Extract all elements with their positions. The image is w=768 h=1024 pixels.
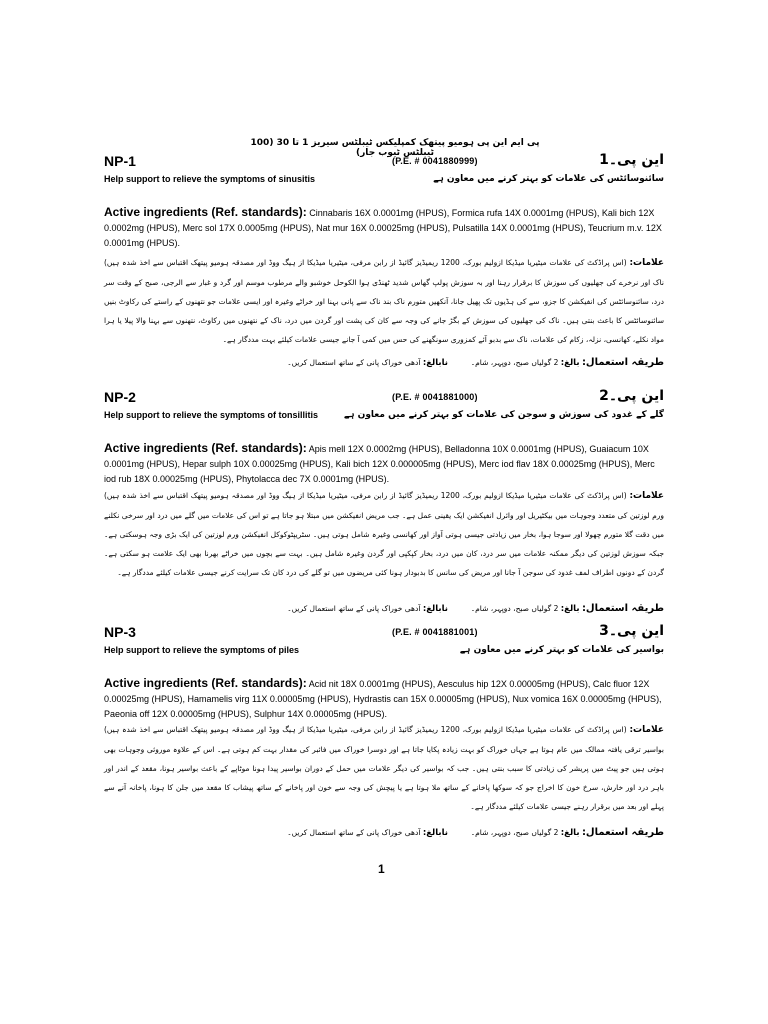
product-code: NP-3 (104, 624, 136, 640)
usage-label: طریقہ استعمال: (581, 603, 664, 614)
symptoms-text: (اس پراڈکٹ کی علامات میٹیریا میڈیکا ازولیم بورک، 1200 ریمیڈیز گائیڈ از رابن مرفی، میٹیریا میڈیکا از ہیگ ووڈ اور مصدقہ ہومیو پیتھک اقتباس سے اخذ شدہ ہیں) بواسیر ترقی یافتہ ممالک میں عام ہوتا ہے جہاں خوراک کو بہت زیادہ پکایا جاتا ہے اور دوسرا خوراک میں فائبر کی مقدار بہت کم ہوتی ہے۔ اس کے علاوہ موروثی وجوہات بھی ہوتی ہیں جو پیٹ میں پریشر کی زیادتی کا سبب بنتی ہیں۔ جب کہ بواسیر کی دیگر علامات میں حمل کے دوران بواسیر پیدا ہونا موٹاپے کے باعث بواسیر ہونا، مقعد کے اندر اور باہر درد اور خارش، سرخ خون کا اخراج جو کہ سوکھا پاخانے کے ساتھ ملا ہوتا ہے یا پیچش کی وجہ سے خون اور پاخانے کے ساتھ پیشاب کا مقعد میں جلن کا ہونا، پاخانہ آنے سے پہلے اور بعد میں برقرار رہنے جیسی علامات کیلئے مددگار ہے۔ (104, 725, 664, 811)
document-header: پی ایم این پی ہومیو پیتھک کمپلیکس ٹیبلٹس سیریز 1 تا 30 (100 ٹیبلٹس ٹیوب جار) (250, 138, 540, 158)
usage-instructions (287, 357, 664, 368)
pe-number: (P.E. # 0041880999) (392, 156, 478, 166)
symptoms-label: علامات: (629, 725, 665, 735)
urdu-support-text: گلے کے غدود کی سوزش و سوجن کی علامات کو بہتر کرنے میں معاون ہے (343, 410, 664, 420)
usage-label: طریقہ استعمال: (581, 357, 664, 368)
ingredients-list: Apis mell 12X 0.0002mg (HPUS), Belladonna 10X 0.0001mg (HPUS), Guaiacum 10X 0.0001mg (HPUS), Hepar sulph 10X 0.00025mg (HPUS), Kali bich 12X 0.000005mg (HPUS), Merc iod flav 18X 0.00025mg (HPUS), Merc iod rub 18X 0.00025mg (HPUS), Phytolacca dec 7X 0.0001mg (HPUS). (104, 444, 655, 484)
urdu-support-text: سائنوسائٹس کی علامات کو بہتر کرنے میں معاون ہے (433, 174, 664, 184)
english-support-text: Help support to relieve the symptoms of tonsillitis (104, 410, 319, 420)
symptoms-text: (اس پراڈکٹ کی علامات میٹیریا میڈیکا ازولیم بورک، 1200 ریمیڈیز گائیڈ از رابن مرفی، میٹیریا میڈیکا از ہیگ ووڈ اور مصدقہ ہومیو پیتھک اقتباس سے اخذ شدہ ہیں) ورم لوزتین کی متعدد وجوہات میں بیکٹیریل اور وائرل انفیکشن ایک یقینی عمل ہے۔ جب مریض انفیکشن میں مبتلا ہو جاتا ہے تو اس کی علامات میں گلے میں درد اور سرخی نکلنے میں دقت گلا متورم چھولا اور سوجا ہوا، بخار میں زیادتی جیسی ہوتی آواز اور کھانسی وغیرہ شامل ہوتی ہیں۔ سٹریپٹوکوکل انفیکشن ورم لوزتین کی ایک بڑی وجہ ہوسکتی ہے۔ جبکہ سوزش لوزتین کی دیگر ممکنہ علامات میں سر درد، کان میں درد، بخار کپکپی اور گردن وغیرہ شامل ہیں۔ بہت سے بچوں میں خراٹے بھرنا بھی ایک علامت ہو سکتی ہے۔ گردن کے دونوں اطراف لمف غدود کی سوجن آ جانا اور مریض کی سانس کا بدبودار ہونا کئی مریضوں میں تو گلے کی درد کان تک سرایت کرنے جیسی علامات کیلئے مددگار ہے۔ (104, 491, 664, 577)
urdu-product-code: این پی۔1 (599, 152, 664, 168)
pe-number: (P.E. # 0041881000) (392, 392, 478, 402)
child-label: نابالغ: (422, 828, 448, 838)
symptoms-label: علامات: (629, 258, 665, 268)
child-label: نابالغ: (422, 604, 448, 614)
symptoms-label: علامات: (629, 491, 665, 501)
product-code: NP-1 (104, 153, 136, 169)
urdu-product-code: این پی۔2 (599, 388, 664, 404)
product-section-np2 (104, 389, 664, 619)
child-dose: آدھی خوراک پانی کے ساتھ استعمال کریں۔ (287, 828, 421, 837)
symptoms-text: (اس پراڈکٹ کی علامات میٹیریا میڈیکا ازولیم بورک، 1200 ریمیڈیز گائیڈ از رابن مرفی، میٹیریا میڈیکا از ہیگ ووڈ اور مصدقہ ہومیو پیتھک اقتباس سے اخذ شدہ ہیں) ناک اور نرخرے کی جھلیوں کی سوزش کا برقرار رہنا اور بہ سوزش پولپ گھاس شدید ٹھنڈی ہوا الکوحل خوشبو والے مرطوب موسم اور گرد و غبار سے الرجی، صبح کے وقت سر درد، سائنوسائٹس کی انفیکشن کا جزو، سے کی ہڈیوں تک پھیل جانا، آنکھیں متورم ناک بند ناک سے پانی بہنا اور خراٹے وغیرہ اور ایسی علامات جو نتھنوں کے راستے کی رکاوٹ بنیں سائنوسائٹس کا باعث بنتی ہیں۔ ناک کی جھلیوں کی سوزش کے بگڑ جانے کی وجہ سے کان کی پشت اور گردن میں درد، ناک کے نتھنوں میں رکاوٹ، نتھنوں سے بہنا والا پیلا یا ہرا مواد نکلے، کھانسی، نزلہ، زکام کی علامات، ناک سے بدبو آئے کمزوری سونگھنے کی حس میں کمی آ جانے جیسی علامات کیلئے بہت مددگار ہے۔ (104, 258, 664, 344)
adult-label: بالغ: (560, 358, 580, 368)
english-support-text: Help support to relieve the symptoms of sinusitis (104, 174, 316, 184)
urdu-support-text: بواسیر کی علامات کو بہتر کرنے میں معاون ہے (459, 645, 664, 655)
product-section-np1 (104, 153, 664, 373)
symptoms-block (104, 720, 664, 828)
adult-dose: 2 گولیاں صبح، دوپہر، شام۔ (470, 358, 559, 367)
urdu-product-code: این پی۔3 (599, 623, 664, 639)
english-support-text: Help support to relieve the symptoms of piles (104, 645, 300, 655)
adult-label: بالغ: (560, 828, 580, 838)
adult-label: بالغ: (560, 604, 580, 614)
ingredients-label: Active ingredients (Ref. standards): (104, 441, 307, 455)
pe-number: (P.E. # 0041881001) (392, 627, 478, 637)
child-dose: آدھی خوراک پانی کے ساتھ استعمال کریں۔ (287, 358, 421, 367)
child-dose: آدھی خوراک پانی کے ساتھ استعمال کریں۔ (287, 604, 421, 613)
page-number: 1 (378, 862, 385, 876)
product-section-np3 (104, 624, 664, 849)
active-ingredients (104, 676, 664, 722)
ingredients-list: Cinnabaris 16X 0.0001mg (HPUS), Formica rufa 14X 0.0001mg (HPUS), Kali bich 12X 0.0002mg (HPUS), Merc sol 17X 0.0005mg (HPUS), Nat mur 16X 0.00025mg (HPUS), Pulsatilla 14X 0.0001mg (HPUS), Teucrium m.v. 12X 0.0001mg (HPUS). (104, 208, 662, 248)
usage-instructions (287, 827, 664, 838)
child-label: نابالغ: (422, 358, 448, 368)
usage-instructions (287, 603, 664, 614)
active-ingredients (104, 441, 664, 487)
ingredients-label: Active ingredients (Ref. standards): (104, 205, 307, 219)
ingredients-list: Acid nit 18X 0.0001mg (HPUS), Aesculus hip 12X 0.00005mg (HPUS), Calc fluor 12X 0.00025mg (HPUS), Hamamelis virg 11X 0.00005mg (HPUS), Hydrastis can 15X 0.00005mg (HPUS), Nux vomica 16X 0.00005mg (HPUS), Paeonia off 12X 0.00005mg (HPUS), Sulphur 14X 0.00005mg (HPUS). (104, 679, 662, 719)
ingredients-label: Active ingredients (Ref. standards): (104, 676, 307, 690)
symptoms-block (104, 486, 664, 600)
adult-dose: 2 گولیاں صبح، دوپہر، شام۔ (470, 828, 559, 837)
usage-label: طریقہ استعمال: (581, 827, 664, 838)
symptoms-block (104, 253, 664, 351)
adult-dose: 2 گولیاں صبح، دوپہر، شام۔ (470, 604, 559, 613)
product-code: NP-2 (104, 389, 136, 405)
active-ingredients (104, 205, 664, 251)
